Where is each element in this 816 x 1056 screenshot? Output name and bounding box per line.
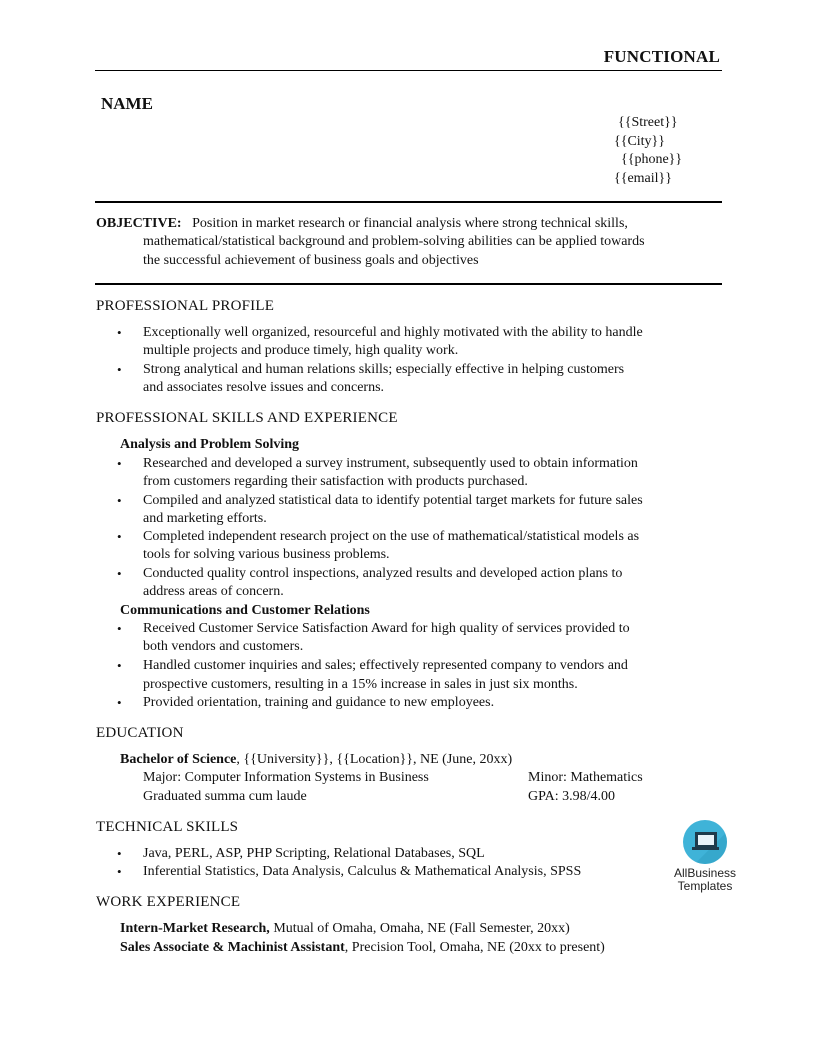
subheading-analysis: Analysis and Problem Solving bbox=[120, 437, 300, 452]
analysis-item-3-line-1: Completed independent research project on the use of mathematical/statistical models as bbox=[143, 529, 640, 544]
bullet-icon: • bbox=[117, 362, 122, 377]
objective-bottom-divider bbox=[95, 283, 722, 285]
job-title: Sales Associate & Machinist Assistant bbox=[120, 940, 345, 955]
address-street: {{Street}} bbox=[618, 115, 678, 130]
section-heading-skills-experience: PROFESSIONAL SKILLS AND EXPERIENCE bbox=[96, 410, 398, 426]
objective-label: OBJECTIVE: bbox=[96, 216, 182, 231]
section-heading-work: WORK EXPERIENCE bbox=[96, 894, 241, 910]
work-job-1: Intern-Market Research, Mutual of Omaha, Omaha, NE (Fall Semester, 20xx) bbox=[120, 921, 570, 936]
analysis-item-4-line-1: Conducted quality control inspections, analyzed results and developed action plans to bbox=[143, 566, 623, 581]
analysis-item-4-line-2: address areas of concern. bbox=[143, 584, 284, 599]
section-heading-technical: TECHNICAL SKILLS bbox=[96, 819, 239, 835]
section-heading-education: EDUCATION bbox=[96, 725, 184, 741]
bullet-icon: • bbox=[117, 846, 122, 861]
education-gpa: GPA: 3.98/4.00 bbox=[528, 789, 616, 804]
address-city: {{City}} bbox=[614, 134, 665, 149]
work-job-2: Sales Associate & Machinist Assistant, Precision Tool, Omaha, NE (20xx to present) bbox=[120, 940, 605, 955]
bullet-icon: • bbox=[117, 621, 122, 636]
bullet-icon: • bbox=[117, 658, 122, 673]
subheading-communications: Communications and Customer Relations bbox=[120, 603, 370, 618]
technical-item-2: Inferential Statistics, Data Analysis, Calculus & Mathematical Analysis, SPSS bbox=[143, 864, 582, 879]
analysis-item-1-line-2: from customers regarding their satisfaction with products purchased. bbox=[143, 474, 528, 489]
analysis-item-1-line-1: Researched and developed a survey instrument, subsequently used to obtain information bbox=[143, 456, 638, 471]
header-divider bbox=[95, 70, 722, 71]
education-minor: Minor: Mathematics bbox=[528, 770, 643, 785]
comm-item-2-line-2: prospective customers, resulting in a 15% increase in sales in just six months. bbox=[143, 677, 578, 692]
bullet-icon: • bbox=[117, 864, 122, 879]
bullet-icon: • bbox=[117, 695, 122, 710]
profile-item-1-line-1: Exceptionally well organized, resourceful and highly motivated with the ability to handle bbox=[143, 325, 643, 340]
objective-line-2: mathematical/statistical background and problem-solving abilities can be applied towards bbox=[143, 234, 645, 249]
section-heading-profile: PROFESSIONAL PROFILE bbox=[96, 298, 275, 314]
bullet-icon: • bbox=[117, 493, 122, 508]
bullet-icon: • bbox=[117, 325, 122, 340]
laptop-icon bbox=[683, 820, 727, 864]
education-degree-line: Bachelor of Science, {{University}}, {{Location}}, NE (June, 20xx) bbox=[120, 752, 513, 767]
objective-top-divider bbox=[95, 201, 722, 203]
profile-item-1-line-2: multiple projects and produce timely, high quality work. bbox=[143, 343, 459, 358]
bullet-icon: • bbox=[117, 456, 122, 471]
objective-line-3: the successful achievement of business goals and objectives bbox=[143, 253, 479, 268]
comm-item-1-line-1: Received Customer Service Satisfaction Award for high quality of services provided to bbox=[143, 621, 630, 636]
education-major: Major: Computer Information Systems in Business bbox=[143, 770, 429, 785]
job-title: Intern-Market Research, bbox=[120, 921, 270, 936]
bullet-icon: • bbox=[117, 566, 122, 581]
document-type-title: FUNCTIONAL bbox=[603, 47, 720, 66]
allbusiness-templates-logo[interactable] bbox=[672, 820, 738, 893]
bullet-icon: • bbox=[117, 529, 122, 544]
technical-item-1: Java, PERL, ASP, PHP Scripting, Relational Databases, SQL bbox=[143, 846, 485, 861]
objective-line-1: OBJECTIVE: Position in market research or financial analysis where strong technical skills, bbox=[96, 216, 628, 231]
comm-item-2-line-1: Handled customer inquiries and sales; effectively represented company to vendors and bbox=[143, 658, 628, 673]
logo-text-line-1: AllBusiness bbox=[673, 866, 737, 880]
candidate-name: NAME bbox=[101, 94, 153, 113]
education-honors: Graduated summa cum laude bbox=[143, 789, 307, 804]
profile-item-2-line-2: and associates resolve issues and concerns. bbox=[143, 380, 385, 395]
profile-item-2-line-1: Strong analytical and human relations skills; especially effective in helping customers bbox=[143, 362, 625, 377]
logo-text-line-2: Templates bbox=[677, 879, 733, 893]
analysis-item-2-line-1: Compiled and analyzed statistical data to identify potential target markets for future sales bbox=[143, 493, 643, 508]
address-phone: {{phone}} bbox=[621, 152, 683, 167]
analysis-item-3-line-2: tools for solving various business problems. bbox=[143, 547, 390, 562]
analysis-item-2-line-2: and marketing efforts. bbox=[143, 511, 267, 526]
degree-title: Bachelor of Science bbox=[120, 752, 237, 767]
comm-item-3-line-1: Provided orientation, training and guidance to new employees. bbox=[143, 695, 495, 710]
comm-item-1-line-2: both vendors and customers. bbox=[143, 639, 304, 654]
address-email: {{email}} bbox=[614, 171, 672, 186]
